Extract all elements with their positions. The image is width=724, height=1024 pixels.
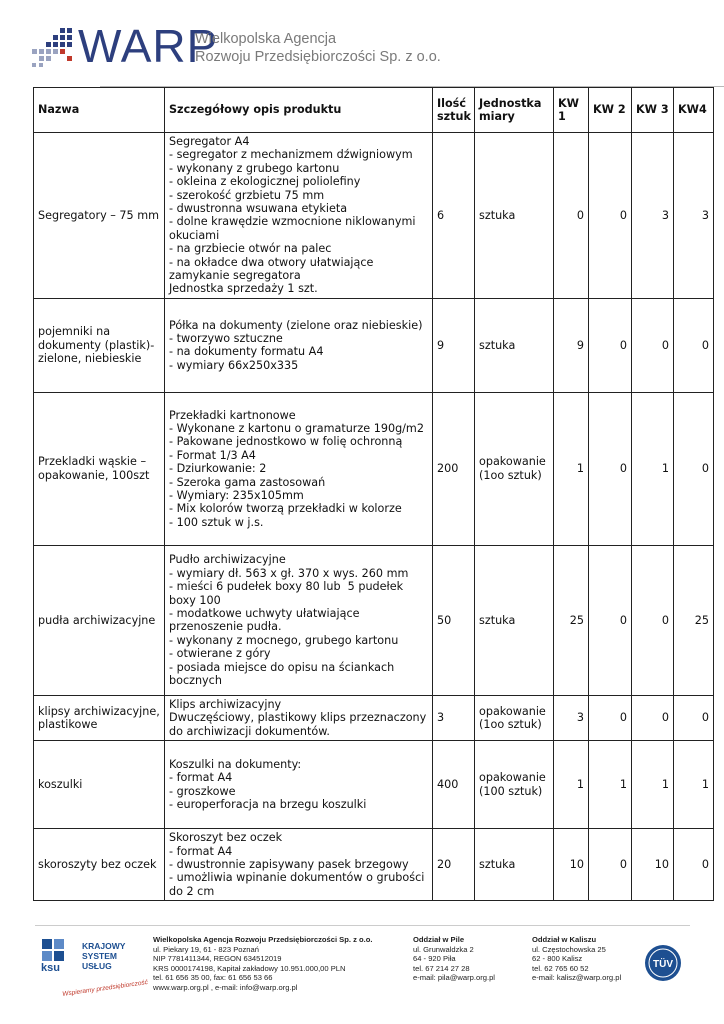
table-row — [34, 545, 714, 695]
footer-headquarters-title: Wielkopolska Agencja Rozwoju Przedsiębiorczości Sp. z o.o. — [153, 935, 373, 944]
description-line: Skoroszyt bez oczek — [169, 831, 283, 845]
footer-line: tel. 62 765 60 52 — [532, 963, 589, 973]
description-line: - tworzywo sztuczne — [169, 331, 283, 345]
description-line: - Dziurkowanie: 2 — [169, 462, 267, 476]
quantity-cell: 200 — [433, 392, 475, 545]
kw2-cell: 0 — [589, 695, 632, 740]
description-line: Półka na dokumenty (zielone oraz niebieskie) — [169, 318, 423, 332]
column-header-unit: Jednostka miary — [475, 88, 554, 133]
footer-line: tel. 67 214 27 28 — [413, 963, 470, 973]
kw1-cell: 10 — [554, 829, 589, 901]
column-header-quantity: Ilość sztuk — [433, 88, 475, 133]
product-name-cell: pojemniki na dokumenty (plastik)- zielone, niebieskie — [34, 298, 165, 392]
description-line: - umożliwia wpinanie dokumentów o grubości do 2 cm — [169, 871, 428, 898]
footer-line: ul. Piekary 19, 61 - 823 Poznań — [153, 944, 259, 954]
footer-branch-pila — [413, 935, 495, 983]
kw2-cell: 0 — [589, 392, 632, 545]
product-description-cell — [165, 392, 433, 545]
column-header-kw4: KW4 — [674, 88, 714, 133]
product-name-cell: pudła archiwizacyjne — [34, 545, 165, 695]
ksu-logo — [40, 937, 150, 997]
kw2-cell: 0 — [589, 829, 632, 901]
description-line: - format A4 — [169, 771, 233, 785]
description-line: - format A4 — [169, 844, 233, 858]
table-header-row — [34, 88, 714, 133]
warp-logo-text: WARP — [78, 20, 219, 72]
footer-line: e-mail: kalisz@warp.org.pl — [532, 973, 622, 983]
organization-name-line-2: Rozwoju Przedsiębiorczości Sp. z o.o. — [195, 49, 441, 65]
description-line: - na okładce dwa otwory ułatwiające zamykanie segregatora — [169, 255, 377, 283]
product-description-cell — [165, 741, 433, 829]
kw1-cell: 9 — [554, 298, 589, 392]
footer-line: tel. 61 656 35 00, fax: 61 656 53 66 — [153, 973, 273, 983]
description-line: Segregator A4 — [169, 135, 250, 148]
unit-cell: sztuka — [475, 829, 554, 901]
description-line: - Szeroka gama zastosowań — [169, 475, 326, 489]
description-line: - wymiary 66x250x335 — [169, 358, 299, 372]
product-name-cell: skoroszyty bez oczek — [34, 829, 165, 901]
description-line: - segregator z mechanizmem dźwigniowym — [169, 148, 413, 162]
kw1-cell: 1 — [554, 392, 589, 545]
organization-name — [195, 30, 441, 66]
description-line: - Pakowane jednostkowo w folię ochronną — [169, 435, 403, 449]
kw1-cell: 3 — [554, 695, 589, 740]
product-description-cell — [165, 829, 433, 901]
product-description-cell — [165, 545, 433, 695]
quantity-cell: 20 — [433, 829, 475, 901]
description-line: Dwuczęściowy, plastikowy klips przeznaczony do archiwizacji dokumentów. — [169, 711, 430, 738]
kw4-cell: 0 — [674, 298, 714, 392]
footer-branch-pila-title: Oddział w Pile — [413, 935, 465, 944]
kw4-cell: 1 — [674, 741, 714, 829]
column-header-description: Szczegółowy opis produktu — [165, 88, 433, 133]
description-line: Jednostka sprzedaży 1 szt. — [169, 282, 318, 296]
ksu-logo-mark-icon — [40, 937, 78, 973]
kw4-cell: 0 — [674, 695, 714, 740]
product-name-cell: Segregatory – 75 mm — [34, 133, 165, 299]
unit-cell: sztuka — [475, 545, 554, 695]
kw2-cell: 0 — [589, 133, 632, 299]
kw3-cell: 0 — [632, 298, 674, 392]
quantity-cell: 50 — [433, 545, 475, 695]
description-line: - szerokość grzbietu 75 mm — [169, 188, 325, 202]
footer-line: 62 - 800 Kalisz — [532, 954, 583, 964]
description-line: - dwustronna wsuwana etykieta — [169, 202, 348, 216]
table-row — [34, 829, 714, 901]
description-line: - Wymiary: 235x105mm — [169, 488, 304, 502]
kw4-cell: 3 — [674, 133, 714, 299]
ksu-name-line-2: SYSTEM — [82, 951, 117, 961]
description-line: - posiada miejsce do opisu na ściankach bocznych — [169, 660, 398, 687]
quantity-cell: 400 — [433, 741, 475, 829]
kw1-cell: 1 — [554, 741, 589, 829]
description-line: - Wykonane z kartonu o gramaturze 190g/m2 — [169, 421, 424, 435]
column-header-kw3: KW 3 — [632, 88, 674, 133]
unit-cell: opakowanie (1oo sztuk) — [475, 695, 554, 740]
kw4-cell: 25 — [674, 545, 714, 695]
description-line: - na grzbiecie otwór na palec — [169, 242, 332, 256]
description-line: - mieści 6 pudełek boxy 80 lub 5 pudełek boxy 100 — [169, 580, 407, 607]
description-line: - otwierane z góry — [169, 647, 271, 661]
description-line: - na dokumenty formatu A4 — [169, 345, 324, 359]
description-line: - Format 1/3 A4 — [169, 448, 256, 462]
kw2-cell: 0 — [589, 298, 632, 392]
kw1-cell: 25 — [554, 545, 589, 695]
tuv-certification-icon — [643, 943, 683, 983]
column-header-name: Nazwa — [34, 88, 165, 133]
kw3-cell: 0 — [632, 695, 674, 740]
kw3-cell: 1 — [632, 741, 674, 829]
warp-logo-mark-icon — [30, 26, 76, 68]
column-header-kw1: KW 1 — [554, 88, 589, 133]
footer-line: NIP 7781411344, REGON 634512019 — [153, 954, 282, 964]
description-line: - Mix kolorów tworzą przekładki w kolorze — [169, 502, 402, 516]
kw1-cell: 0 — [554, 133, 589, 299]
kw3-cell: 1 — [632, 392, 674, 545]
footer-line: e-mail: pila@warp.org.pl — [413, 973, 495, 983]
description-line: - modatkowe uchwyty ułatwiające przenoszenie pudła. — [169, 606, 364, 634]
description-line: - okleina z ekologicznej poliolefiny — [169, 175, 361, 189]
description-line: - dwustronnie zapisywany pasek brzegowy — [169, 857, 409, 871]
unit-cell: sztuka — [475, 133, 554, 299]
products-table — [33, 87, 714, 901]
product-description-cell — [165, 133, 433, 299]
description-line: Klips archiwizacyjny — [169, 697, 282, 711]
kw2-cell: 0 — [589, 545, 632, 695]
table-row — [34, 695, 714, 740]
table-row — [34, 741, 714, 829]
footer-branch-kalisz — [532, 935, 621, 983]
description-line: - 100 sztuk w j.s. — [169, 515, 264, 529]
ksu-brand-text: ksu — [41, 962, 60, 973]
kw3-cell: 0 — [632, 545, 674, 695]
page-header — [30, 22, 694, 72]
product-name-cell: Przekladki wąskie – opakowanie, 100szt — [34, 392, 165, 545]
footer-line: KRS 0000174198, Kapitał zakładowy 10.951.000,00 PLN — [153, 963, 346, 973]
organization-name-line-1: Wielkopolska Agencja — [195, 31, 337, 47]
page-footer — [35, 925, 690, 1020]
ksu-tagline: Wspieramy przedsiębiorczość — [61, 979, 149, 998]
kw3-cell: 10 — [632, 829, 674, 901]
footer-headquarters — [153, 935, 373, 993]
unit-cell: sztuka — [475, 298, 554, 392]
ksu-name-line-3: USŁUG — [82, 961, 112, 971]
kw3-cell: 3 — [632, 133, 674, 299]
table-row — [34, 133, 714, 299]
description-line: - wykonany z mocnego, grubego kartonu — [169, 633, 399, 647]
product-name-cell: koszulki — [34, 741, 165, 829]
footer-line: ul. Częstochowska 25 — [532, 944, 606, 954]
tuv-label: TÜV — [653, 959, 673, 970]
quantity-cell: 9 — [433, 298, 475, 392]
product-description-cell — [165, 298, 433, 392]
description-line: Przekładki kartnonowe — [169, 408, 296, 422]
description-line: - dolne krawędzie wzmocnione niklowanymi okuciami — [169, 215, 420, 242]
description-line: - wykonany z grubego kartonu — [169, 161, 340, 175]
unit-cell: opakowanie (100 sztuk) — [475, 741, 554, 829]
product-description-cell — [165, 695, 433, 740]
footer-branch-kalisz-title: Oddział w Kaliszu — [532, 935, 597, 944]
kw4-cell: 0 — [674, 392, 714, 545]
column-header-kw2: KW 2 — [589, 88, 632, 133]
description-line: - wymiary dł. 563 x gł. 370 x wys. 260 mm — [169, 566, 409, 580]
footer-line: 64 - 920 Piła — [413, 954, 456, 964]
description-line: Koszulki na dokumenty: — [169, 757, 302, 771]
kw2-cell: 1 — [589, 741, 632, 829]
quantity-cell: 3 — [433, 695, 475, 740]
footer-line: www.warp.org.pl , e-mail: info@warp.org.pl — [153, 982, 298, 992]
quantity-cell: 6 — [433, 133, 475, 299]
kw4-cell: 0 — [674, 829, 714, 901]
table-row — [34, 392, 714, 545]
product-name-cell: klipsy archiwizacyjne, plastikowe — [34, 695, 165, 740]
description-line: - europerforacja na brzegu koszulki — [169, 798, 367, 811]
description-line: Pudło archiwizacyjne — [169, 553, 286, 567]
table-row — [34, 298, 714, 392]
ksu-name-line-1: KRAJOWY — [82, 941, 126, 951]
footer-divider — [35, 925, 690, 926]
unit-cell: opakowanie (1oo sztuk) — [475, 392, 554, 545]
ksu-name — [82, 941, 125, 971]
description-line: - groszkowe — [169, 784, 236, 798]
footer-line: ul. Grunwaldzka 2 — [413, 944, 474, 954]
